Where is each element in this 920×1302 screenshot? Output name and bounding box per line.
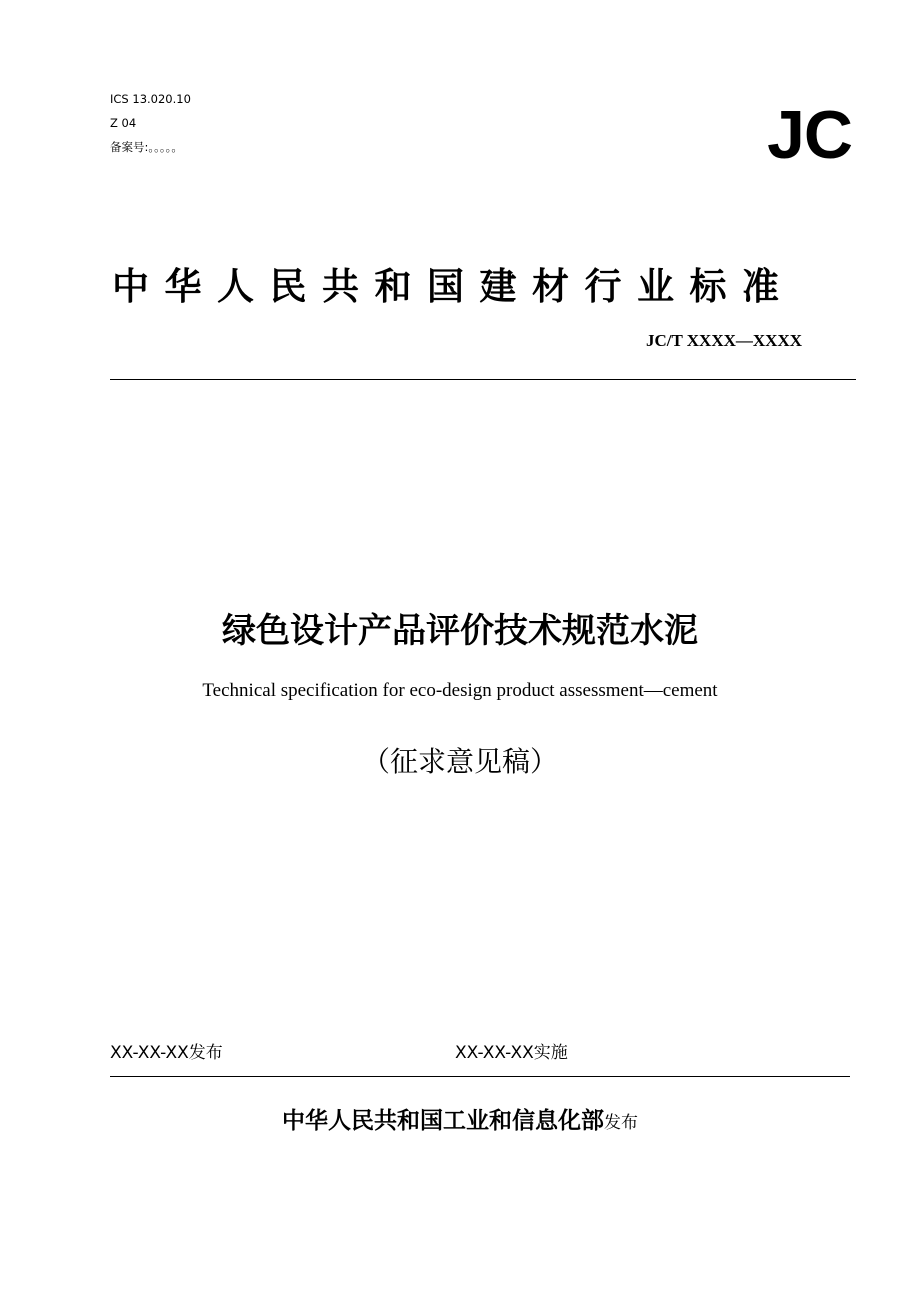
- issuer-name: 中华人民共和国工业和信息化部: [282, 1108, 604, 1134]
- issuer-line: [0, 1103, 920, 1141]
- publish-date: XX-XX-XX发布: [110, 1043, 223, 1063]
- effective-date: XX-XX-XX实施: [455, 1043, 568, 1063]
- standard-number: JC/T XXXX—XXXX: [646, 331, 802, 350]
- issuer-suffix: 发布: [604, 1113, 638, 1133]
- filing-number: 备案号:。。。。。: [110, 140, 183, 154]
- ics-code: ICS 13.020.10: [110, 92, 191, 106]
- classification-code: Z 04: [110, 116, 137, 130]
- header-divider: [110, 379, 856, 380]
- document-title-en: Technical specification for eco-design product assessment—cement: [202, 680, 718, 701]
- footer-divider: [110, 1076, 850, 1077]
- jc-logo: JC: [767, 97, 852, 173]
- document-title-cn: 绿色设计产品评价技术规范水泥: [222, 611, 698, 651]
- standard-title: 中华人民共和国建材行业标准: [112, 265, 795, 308]
- draft-status: （征求意见稿）: [361, 745, 558, 778]
